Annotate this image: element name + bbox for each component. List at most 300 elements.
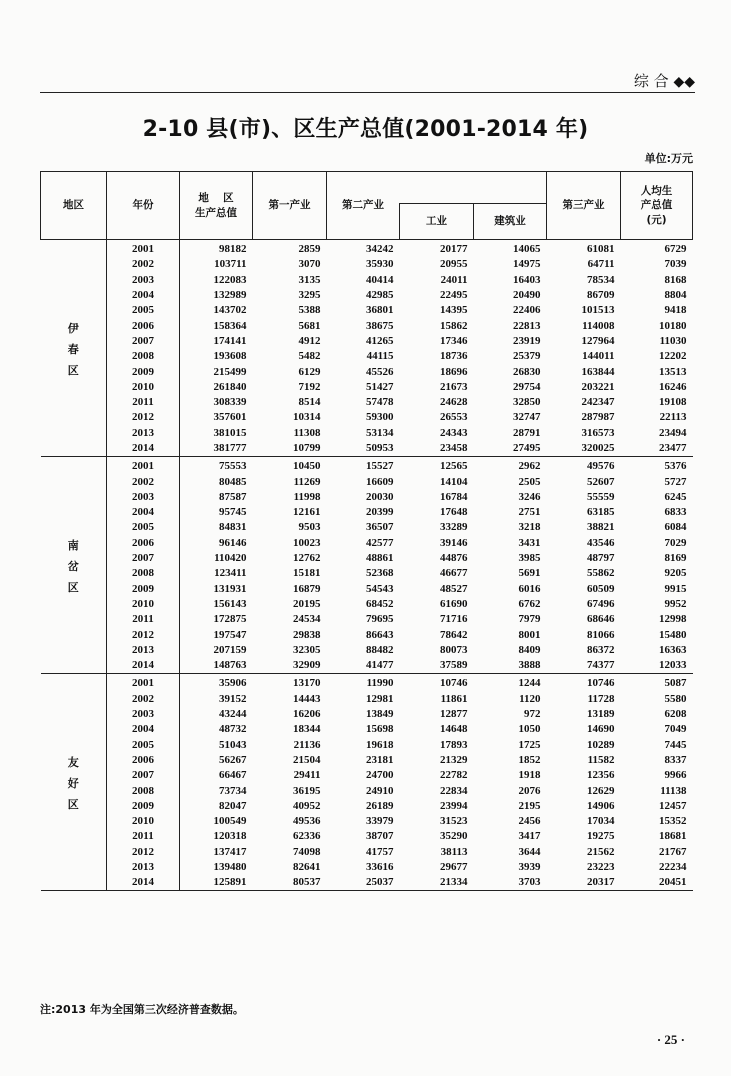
cell-year: 2006 — [107, 318, 180, 333]
cell-industry: 61690 — [440, 597, 468, 610]
table-row — [41, 303, 693, 318]
cell-tertiary: 20317 — [587, 876, 615, 889]
table-row — [41, 395, 693, 410]
table-row — [41, 768, 693, 783]
cell-tertiary: 86709 — [587, 289, 615, 302]
cell-year: 2004 — [107, 288, 180, 303]
cell-construction: 2505 — [518, 475, 541, 488]
cell-secondary: 36507 — [366, 521, 394, 534]
cell-secondary: 36801 — [366, 304, 394, 317]
cell-tertiary: 10746 — [587, 677, 615, 690]
cell-construction: 1050 — [518, 723, 541, 736]
table-row — [41, 738, 693, 753]
cell-per-capita: 7039 — [664, 258, 687, 271]
cell-gdp: 139480 — [213, 861, 247, 874]
cell-primary: 3070 — [298, 258, 321, 271]
table-row — [41, 551, 693, 566]
running-head — [634, 70, 695, 91]
cell-secondary: 68452 — [366, 597, 394, 610]
cell-secondary: 41265 — [366, 334, 394, 347]
cell-per-capita: 6084 — [664, 521, 687, 534]
cell-primary: 36195 — [293, 784, 321, 797]
cell-primary: 12161 — [293, 506, 321, 519]
cell-gdp: 308339 — [213, 396, 247, 409]
cell-year: 2009 — [107, 799, 180, 814]
cell-industry: 44876 — [440, 552, 468, 565]
cell-year: 2005 — [107, 520, 180, 535]
cell-year: 2005 — [107, 303, 180, 318]
cell-secondary: 51427 — [366, 380, 394, 393]
cell-per-capita: 7445 — [664, 738, 687, 751]
cell-gdp: 98182 — [219, 243, 247, 256]
table-row — [41, 829, 693, 844]
cell-year: 2002 — [107, 692, 180, 707]
cell-year: 2009 — [107, 582, 180, 597]
cell-industry: 11861 — [440, 692, 468, 705]
cell-tertiary: 67496 — [587, 597, 615, 610]
cell-year: 2010 — [107, 597, 180, 612]
cell-industry: 80073 — [440, 643, 468, 656]
cell-industry: 21673 — [440, 380, 468, 393]
cell-industry: 29677 — [440, 861, 468, 874]
table-row — [41, 845, 693, 860]
table-row — [41, 582, 693, 597]
cell-secondary: 15527 — [366, 460, 394, 473]
header-per-capita — [621, 172, 693, 240]
cell-year: 2006 — [107, 536, 180, 551]
cell-per-capita: 11138 — [660, 784, 687, 797]
cell-construction: 14975 — [513, 258, 541, 271]
cell-secondary: 48861 — [366, 552, 394, 565]
unit-label: 单位:万元 — [644, 152, 693, 165]
cell-secondary: 52368 — [366, 567, 394, 580]
cell-year: 2012 — [107, 845, 180, 860]
cell-year: 2013 — [107, 426, 180, 441]
table-row — [41, 674, 693, 692]
table-row — [41, 597, 693, 612]
cell-secondary: 88482 — [366, 643, 394, 656]
cell-tertiary: 203221 — [581, 380, 615, 393]
cell-gdp: 125891 — [213, 876, 247, 889]
header-construction: 建筑业 — [474, 204, 547, 240]
cell-gdp: 75553 — [219, 460, 247, 473]
cell-per-capita: 16246 — [659, 380, 687, 393]
cell-tertiary: 12629 — [587, 784, 615, 797]
footnote: 注:2013 年为全国第三次经济普查数据。 — [40, 1003, 244, 1016]
cell-per-capita: 15352 — [659, 815, 687, 828]
cell-tertiary: 63185 — [587, 506, 615, 519]
cell-year: 2004 — [107, 722, 180, 737]
cell-construction: 6016 — [518, 582, 541, 595]
table-row — [41, 240, 693, 258]
table-row — [41, 273, 693, 288]
cell-industry: 78642 — [440, 628, 468, 641]
region-group-youhao — [41, 674, 693, 891]
cell-gdp: 110420 — [214, 552, 247, 565]
cell-secondary: 57478 — [366, 396, 394, 409]
cell-tertiary: 68646 — [587, 613, 615, 626]
table-row — [41, 457, 693, 475]
cell-year: 2010 — [107, 814, 180, 829]
cell-primary: 15181 — [293, 567, 321, 580]
cell-year: 2013 — [107, 643, 180, 658]
cell-industry: 12877 — [440, 708, 468, 721]
cell-tertiary: 114008 — [582, 319, 615, 332]
cell-construction: 27495 — [513, 442, 541, 454]
cell-gdp: 80485 — [219, 475, 247, 488]
cell-industry: 20177 — [440, 243, 468, 256]
cell-year: 2007 — [107, 551, 180, 566]
cell-primary: 3295 — [298, 289, 321, 302]
cell-industry: 37589 — [440, 659, 468, 672]
cell-primary: 14443 — [293, 692, 321, 705]
table-row — [41, 875, 693, 891]
cell-gdp: 66467 — [219, 769, 247, 782]
cell-industry: 10746 — [440, 677, 468, 690]
cell-industry: 33289 — [440, 521, 468, 534]
header-rule — [40, 92, 695, 93]
cell-primary: 16879 — [293, 582, 321, 595]
cell-tertiary: 316573 — [581, 426, 615, 439]
cell-per-capita: 9966 — [664, 769, 687, 782]
cell-gdp: 56267 — [219, 753, 247, 766]
table-row — [41, 288, 693, 303]
cell-tertiary: 10289 — [587, 738, 615, 751]
cell-tertiary: 61081 — [587, 243, 615, 256]
gdp-table — [40, 171, 693, 891]
cell-tertiary: 17034 — [587, 815, 615, 828]
cell-year: 2014 — [107, 875, 180, 891]
region-name-char: 岔 — [67, 559, 79, 573]
cell-year: 2014 — [107, 658, 180, 674]
cell-secondary: 54543 — [366, 582, 394, 595]
cell-per-capita: 12457 — [659, 799, 687, 812]
cell-secondary: 35930 — [366, 258, 394, 271]
cell-primary: 32909 — [293, 659, 321, 672]
cell-primary: 4912 — [298, 334, 321, 347]
cell-secondary: 19618 — [366, 738, 394, 751]
cell-per-capita: 12033 — [659, 659, 687, 672]
header-primary: 第一产业 — [253, 172, 327, 240]
table-row — [41, 364, 693, 379]
cell-secondary: 38707 — [366, 830, 394, 843]
cell-construction: 23919 — [513, 334, 541, 347]
cell-secondary: 33979 — [366, 815, 394, 828]
cell-construction: 3417 — [518, 830, 541, 843]
cell-year: 2006 — [107, 753, 180, 768]
cell-year: 2002 — [107, 257, 180, 272]
region-name — [41, 457, 107, 674]
table-row — [41, 692, 693, 707]
cell-construction: 14065 — [513, 243, 541, 256]
table-row — [41, 799, 693, 814]
cell-secondary: 16609 — [366, 475, 394, 488]
header-per-capita-line1: 人均生 — [640, 185, 673, 198]
cell-primary: 11998 — [293, 490, 321, 503]
cell-construction: 8409 — [518, 643, 541, 656]
cell-industry: 48527 — [440, 582, 468, 595]
cell-secondary: 15698 — [366, 723, 394, 736]
page-number: · 25 · — [656, 1032, 685, 1047]
cell-gdp: 43244 — [219, 708, 247, 721]
cell-year: 2003 — [107, 707, 180, 722]
cell-gdp: 137417 — [213, 845, 247, 858]
cell-primary: 10450 — [293, 460, 321, 473]
cell-secondary: 12981 — [366, 692, 394, 705]
cell-year: 2010 — [107, 380, 180, 395]
cell-per-capita: 16363 — [659, 643, 687, 656]
cell-gdp: 48732 — [219, 723, 247, 736]
cell-year: 2013 — [107, 860, 180, 875]
cell-industry: 17893 — [440, 738, 468, 751]
cell-per-capita: 5727 — [664, 475, 687, 488]
cell-per-capita: 22113 — [659, 411, 687, 424]
cell-industry: 39146 — [440, 536, 468, 549]
running-head-section: 综 合 — [633, 72, 669, 90]
cell-construction: 32747 — [513, 411, 541, 424]
cell-per-capita: 12202 — [659, 350, 687, 363]
cell-gdp: 197547 — [213, 628, 247, 641]
cell-industry: 24343 — [440, 426, 468, 439]
cell-construction: 2751 — [518, 506, 541, 519]
table-row — [41, 658, 693, 674]
cell-per-capita: 22234 — [659, 861, 687, 874]
cell-tertiary: 49576 — [587, 460, 615, 473]
cell-gdp: 84831 — [219, 521, 247, 534]
cell-year: 2004 — [107, 505, 180, 520]
cell-industry: 24011 — [440, 273, 468, 286]
cell-industry: 20955 — [440, 258, 468, 271]
cell-construction: 972 — [524, 708, 541, 721]
cell-secondary: 33616 — [366, 861, 394, 874]
cell-secondary: 23181 — [366, 753, 394, 766]
cell-tertiary: 11582 — [587, 753, 615, 766]
table-row — [41, 505, 693, 520]
cell-primary: 12762 — [293, 552, 321, 565]
cell-construction: 5691 — [518, 567, 541, 580]
cell-primary: 40952 — [293, 799, 321, 812]
table-row — [41, 814, 693, 829]
cell-secondary: 45526 — [366, 365, 394, 378]
cell-gdp: 82047 — [219, 799, 247, 812]
cell-primary: 49536 — [293, 815, 321, 828]
cell-year: 2003 — [107, 490, 180, 505]
cell-per-capita: 6245 — [664, 490, 687, 503]
cell-gdp: 193608 — [213, 350, 247, 363]
cell-tertiary: 144011 — [582, 350, 615, 363]
cell-year: 2007 — [107, 768, 180, 783]
cell-construction: 20490 — [513, 289, 541, 302]
header-tertiary: 第三产业 — [547, 172, 621, 240]
cell-industry: 23458 — [440, 442, 468, 454]
cell-year: 2002 — [107, 474, 180, 489]
cell-per-capita: 20451 — [659, 876, 687, 889]
cell-industry: 71716 — [440, 613, 468, 626]
cell-year: 2011 — [107, 829, 180, 844]
header-gdp — [180, 172, 253, 240]
cell-per-capita: 9915 — [664, 582, 687, 595]
cell-construction: 28791 — [513, 426, 541, 439]
cell-gdp: 132989 — [213, 289, 247, 302]
cell-primary: 3135 — [298, 273, 321, 286]
table-row — [41, 860, 693, 875]
cell-per-capita: 9205 — [664, 567, 687, 580]
cell-primary: 5388 — [298, 304, 321, 317]
cell-primary: 16206 — [293, 708, 321, 721]
table-row — [41, 441, 693, 457]
cell-gdp: 39152 — [219, 692, 247, 705]
cell-gdp: 156143 — [213, 597, 247, 610]
cell-construction: 3431 — [518, 536, 541, 549]
cell-secondary: 44115 — [366, 350, 394, 363]
cell-per-capita: 6729 — [664, 243, 687, 256]
cell-tertiary: 12356 — [587, 769, 615, 782]
cell-gdp: 103711 — [214, 258, 247, 271]
cell-secondary: 34242 — [366, 243, 394, 256]
cell-per-capita: 12998 — [659, 613, 687, 626]
cell-per-capita: 5087 — [664, 677, 687, 690]
cell-industry: 17648 — [440, 506, 468, 519]
cell-primary: 7192 — [298, 380, 321, 393]
cell-secondary: 24700 — [366, 769, 394, 782]
cell-tertiary: 74377 — [587, 659, 615, 672]
region-name-char: 区 — [67, 580, 79, 594]
cell-per-capita: 7029 — [664, 536, 687, 549]
table-row — [41, 257, 693, 272]
cell-industry: 15862 — [440, 319, 468, 332]
cell-gdp: 381015 — [213, 426, 247, 439]
cell-per-capita: 9418 — [664, 304, 687, 317]
cell-gdp: 261840 — [213, 380, 247, 393]
cell-industry: 24628 — [440, 396, 468, 409]
cell-tertiary: 13189 — [587, 708, 615, 721]
table-row — [41, 753, 693, 768]
cell-per-capita: 15480 — [659, 628, 687, 641]
cell-primary: 10799 — [293, 442, 321, 454]
cell-industry: 14104 — [440, 475, 468, 488]
cell-primary: 5482 — [298, 350, 321, 363]
cell-per-capita: 8804 — [664, 289, 687, 302]
cell-per-capita: 6208 — [664, 708, 687, 721]
cell-tertiary: 21562 — [587, 845, 615, 858]
header-industry: 工业 — [400, 204, 474, 240]
cell-secondary: 53134 — [366, 426, 394, 439]
cell-industry: 16784 — [440, 490, 468, 503]
table-row — [41, 627, 693, 642]
cell-per-capita: 18681 — [659, 830, 687, 843]
header-gdp-line2: 生产总值 — [195, 206, 237, 219]
diamond-ornament-icon: ◆◆ — [673, 74, 695, 90]
cell-secondary: 13849 — [366, 708, 394, 721]
cell-year: 2005 — [107, 738, 180, 753]
cell-secondary: 59300 — [366, 411, 394, 424]
cell-industry: 38113 — [440, 845, 468, 858]
cell-per-capita: 5376 — [664, 460, 687, 473]
cell-secondary: 20399 — [366, 506, 394, 519]
table-row — [41, 783, 693, 798]
cell-per-capita: 19108 — [659, 396, 687, 409]
cell-primary: 29838 — [293, 628, 321, 641]
cell-year: 2011 — [107, 612, 180, 627]
cell-tertiary: 55559 — [587, 490, 615, 503]
cell-year: 2011 — [107, 395, 180, 410]
region-name — [41, 240, 107, 457]
cell-tertiary: 320025 — [581, 442, 615, 454]
cell-construction: 26830 — [513, 365, 541, 378]
cell-gdp: 174141 — [213, 334, 247, 347]
cell-tertiary: 86372 — [587, 643, 615, 656]
cell-year: 2001 — [107, 457, 180, 475]
cell-gdp: 143702 — [213, 304, 247, 317]
cell-construction: 3246 — [518, 490, 541, 503]
cell-gdp: 87587 — [219, 490, 247, 503]
cell-year: 2012 — [107, 410, 180, 425]
table-row — [41, 566, 693, 581]
cell-secondary: 41477 — [366, 659, 394, 672]
cell-tertiary: 52607 — [587, 475, 615, 488]
cell-construction: 32850 — [513, 396, 541, 409]
cell-industry: 14395 — [440, 304, 468, 317]
cell-per-capita: 5580 — [664, 692, 687, 705]
cell-primary: 10023 — [293, 536, 321, 549]
cell-gdp: 215499 — [213, 365, 247, 378]
table-row — [41, 722, 693, 737]
region-name-char: 友 — [67, 755, 79, 769]
cell-tertiary: 163844 — [581, 365, 615, 378]
cell-industry: 22782 — [440, 769, 468, 782]
header-per-capita-line2: 产总值 — [640, 199, 673, 212]
cell-primary: 18344 — [293, 723, 321, 736]
cell-industry: 14648 — [440, 723, 468, 736]
header-year: 年份 — [107, 172, 180, 240]
cell-secondary: 20030 — [366, 490, 394, 503]
cell-construction: 3703 — [518, 876, 541, 889]
cell-industry: 23994 — [440, 799, 468, 812]
cell-construction: 1244 — [518, 677, 541, 690]
cell-secondary: 86643 — [366, 628, 394, 641]
cell-construction: 29754 — [513, 380, 541, 393]
cell-primary: 6129 — [298, 365, 321, 378]
cell-primary: 20195 — [293, 597, 321, 610]
region-name-char: 南 — [67, 538, 79, 552]
cell-tertiary: 11728 — [587, 692, 615, 705]
cell-primary: 74098 — [293, 845, 321, 858]
cell-construction: 2456 — [518, 815, 541, 828]
cell-tertiary: 23223 — [587, 861, 615, 874]
cell-construction: 16403 — [513, 273, 541, 286]
table-row — [41, 643, 693, 658]
cell-construction: 3888 — [518, 659, 541, 672]
cell-construction: 1725 — [518, 738, 541, 751]
cell-primary: 24534 — [293, 613, 321, 626]
cell-industry: 18736 — [440, 350, 468, 363]
cell-secondary: 42577 — [366, 536, 394, 549]
cell-tertiary: 14690 — [587, 723, 615, 736]
table-row — [41, 349, 693, 364]
cell-secondary: 25037 — [366, 876, 394, 889]
cell-secondary: 11990 — [366, 677, 394, 690]
cell-gdp: 158364 — [213, 319, 247, 332]
cell-tertiary: 81066 — [587, 628, 615, 641]
cell-per-capita: 7049 — [664, 723, 687, 736]
table-header — [41, 172, 693, 240]
table-row — [41, 410, 693, 425]
table-row — [41, 707, 693, 722]
cell-primary: 13170 — [293, 677, 321, 690]
cell-year: 2001 — [107, 674, 180, 692]
cell-per-capita: 23477 — [659, 442, 687, 454]
cell-primary: 82641 — [293, 861, 321, 874]
